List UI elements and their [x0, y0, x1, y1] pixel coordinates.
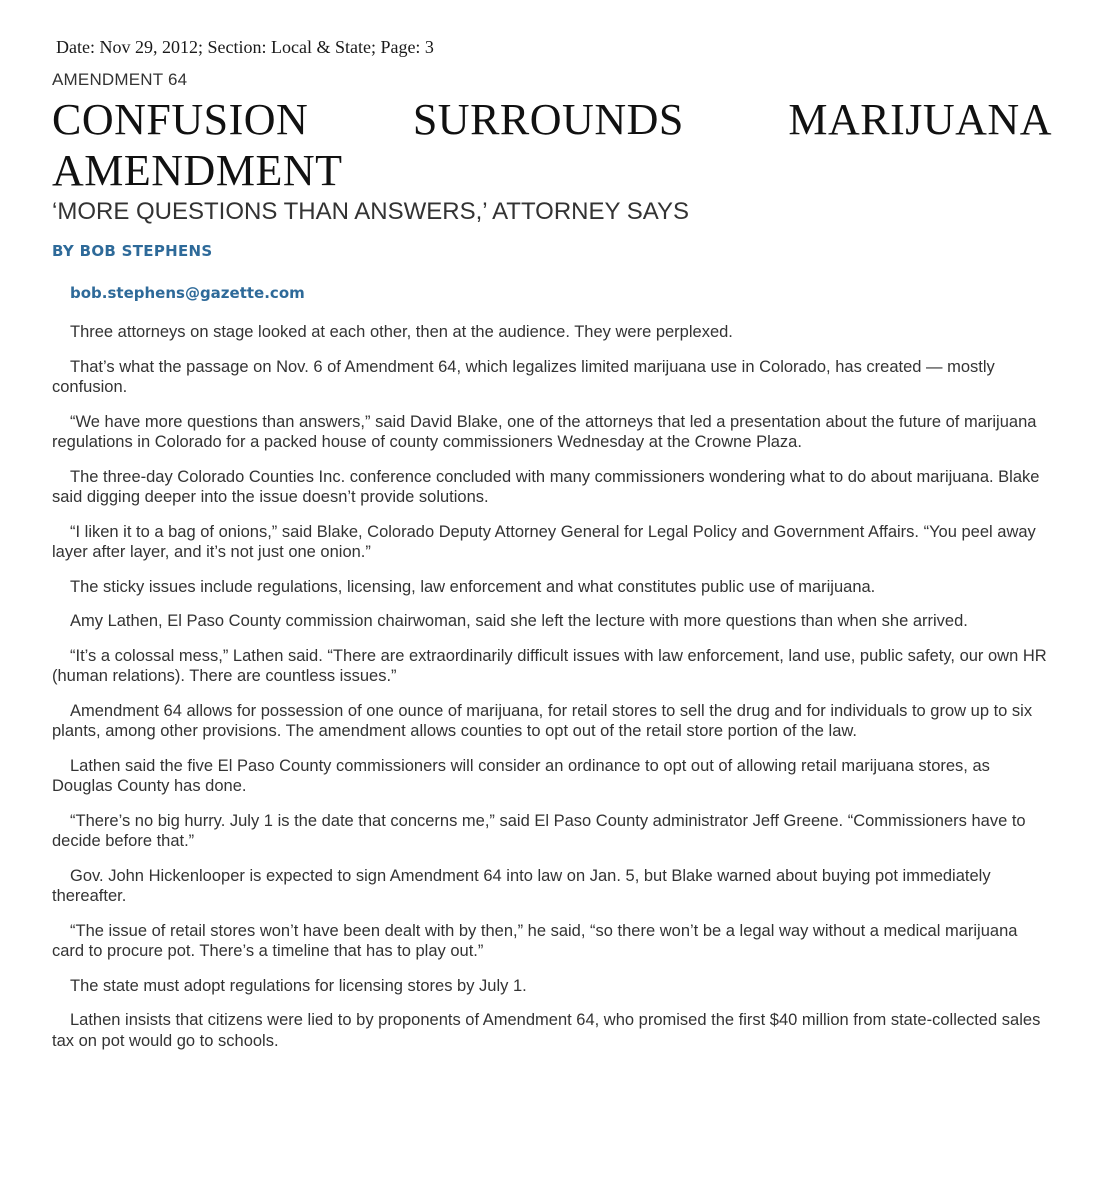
byline: BY BOB STEPHENS: [52, 242, 213, 260]
article-body: [52, 322, 1052, 1051]
paragraph-13: “The issue of retail stores won’t have been dealt with by then,” he said, “so there won’t be a legal way without a medical marijuana card to procure pot. There’s a timeline that has to play out.”: [52, 921, 1018, 960]
paragraph-4: The three-day Colorado Counties Inc. conference concluded with many commissioners wondering what to do about marijuana. Blake said digging deeper into the issue doesn’t provide solutions.: [52, 467, 1040, 506]
paragraph-5: “I liken it to a bag of onions,” said Blake, Colorado Deputy Attorney General for Legal Policy and Government Affairs. “You peel away layer after layer, and it’s not just one onion.”: [52, 522, 1036, 561]
author-email: bob.stephens@gazette.com: [70, 284, 305, 302]
paragraph-15: Lathen insists that citizens were lied to by proponents of Amendment 64, who promised the first $40 million from state-collected sales tax on pot would go to schools.: [52, 1011, 1041, 1050]
paragraph-8: “It’s a colossal mess,” Lathen said. “There are extraordinarily difficult issues with law enforcement, land use, public safety, our own HR (human relations). There are countless issues.”: [52, 646, 1047, 685]
paragraph-7: Amy Lathen, El Paso County commission chairwoman, said she left the lecture with more questions than when she arrived.: [70, 612, 968, 630]
paragraph-1: Three attorneys on stage looked at each other, then at the audience. They were perplexed.: [70, 323, 733, 341]
paragraph-14: The state must adopt regulations for licensing stores by July 1.: [70, 976, 527, 995]
paragraph-11: “There’s no big hurry. July 1 is the date that concerns me,” said El Paso County administrator Jeff Greene. “Commissioners have to decide before that.”: [52, 811, 1026, 850]
paragraph-9: Amendment 64 allows for possession of one ounce of marijuana, for retail stores to sell the drug and for individuals to grow up to six plants, among other provisions. The amendment allows counties to opt out of the retail store portion of the law.: [52, 701, 1033, 740]
article-page: [52, 36, 1052, 1065]
paragraph-6: The sticky issues include regulations, licensing, law enforcement and what constitutes public use of marijuana.: [70, 577, 876, 596]
paragraph-12: Gov. John Hickenlooper is expected to sign Amendment 64 into law on Jan. 5, but Blake warned about buying pot immediately thereafter.: [52, 866, 991, 905]
paragraph-10: Lathen said the five El Paso County commissioners will consider an ordinance to opt out of allowing retail marijuana stores, as Douglas County has done.: [52, 756, 990, 795]
paragraph-3: “We have more questions than answers,” said David Blake, one of the attorneys that led a presentation about the future of marijuana regulations in Colorado for a packed house of county commissioners Wednesday at the Crowne Plaza.: [52, 412, 1037, 451]
paragraph-2: That’s what the passage on Nov. 6 of Amendment 64, which legalizes limited marijuana use in Colorado, has created — mostly confusion.: [52, 357, 995, 396]
dateline: Date: Nov 29, 2012; Section: Local & State; Page: 3: [56, 37, 434, 57]
subheadline: ‘MORE QUESTIONS THAN ANSWERS,’ ATTORNEY SAYS: [52, 198, 690, 225]
section-kicker: AMENDMENT 64: [52, 70, 188, 89]
headline: CONFUSION SURROUNDS MARIJUANA AMENDMENT: [52, 95, 1052, 195]
